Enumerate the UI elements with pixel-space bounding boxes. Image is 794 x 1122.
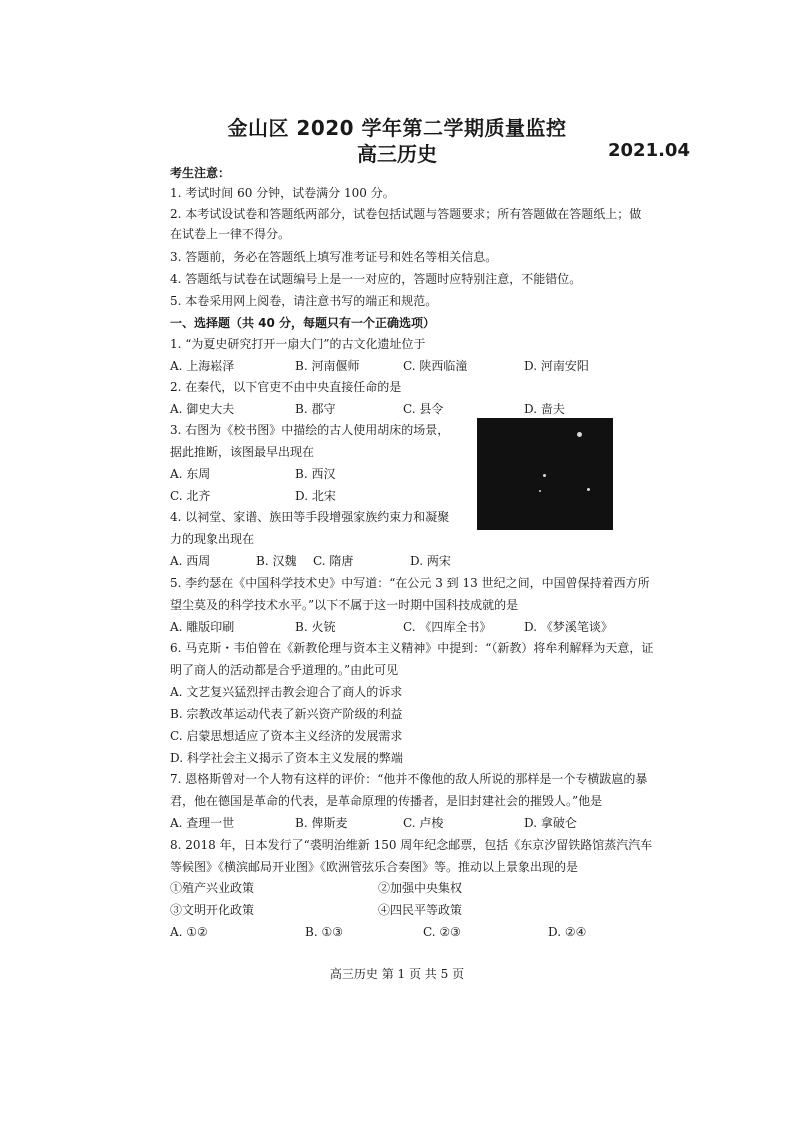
option: B. 宗教改革运动代表了新兴资产阶级的利益 [170,707,403,721]
option: C. 启蒙思想适应了资本主义经济的发展需求 [170,729,403,743]
question-stem: 据此推断，该图最早出现在 [170,445,315,459]
option: A. 上海崧泽 [170,359,235,373]
option: A. 东周 [170,467,211,481]
statement-item: ③文明开化政策 [170,903,255,917]
option: A. 查理一世 [170,816,235,830]
question-stem: 7. 恩格斯曾对一个人物有这样的评价：“他并不像他的敌人所说的那样是一个专横跋扈的暴 [170,772,648,786]
question-stem: 力的现象出现在 [170,532,255,546]
figure-highlight [543,474,546,477]
question-stem: 5. 李约瑟在《中国科学技术史》中写道：“在公元 3 到 13 世纪之间，中国曾保持着西方所 [170,576,650,590]
figure-highlight [587,488,590,491]
notice-item: 2. 本考试设试卷和答题纸两部分，试卷包括试题与答题要求；所有答题做在答题纸上；做 [170,207,642,221]
page-footer: 高三历史 第 1 页 共 5 页 [329,967,465,981]
option: A. 御史大夫 [170,402,235,416]
statement-item: ①殖产兴业政策 [170,881,255,895]
exam-date: 2021.04 [608,140,690,161]
notice-item: 1. 考试时间 60 分钟，试卷满分 100 分。 [170,186,395,200]
notice-heading: 考生注意： [170,166,231,180]
figure-highlight [539,490,541,492]
option: C. 县令 [403,402,444,416]
option: B. 火铳 [295,620,336,634]
option: C. 隋唐 [313,554,354,568]
question-stem: 8. 2018 年，日本发行了“裘明治维新 150 周年纪念邮票，包括《东京汐留铁路馆蒸汽汽车 [170,838,653,852]
question-stem: 望尘莫及的科学技术水平。”以下不属于这一时期中国科技成就的是 [170,598,519,612]
option: C. ②③ [423,925,461,939]
option: A. 西周 [170,554,211,568]
option: D. 河南安阳 [524,359,589,373]
notice-item: 3. 答题前，务必在答题纸上填写准考证号和姓名等相关信息。 [170,250,498,264]
option: D. 科学社会主义揭示了资本主义发展的弊端 [170,751,403,765]
section-heading: 一、选择题（共 40 分，每题只有一个正确选项） [170,316,436,330]
option: B. ①③ [305,925,343,939]
option: D. 拿破仑 [524,816,577,830]
question-stem: 4. 以祠堂、家谱、族田等手段增强家族约束力和凝聚 [170,510,450,524]
option: B. 河南偃师 [295,359,360,373]
option: B. 汉魏 [256,554,297,568]
notice-item: 4. 答题纸与试卷在试题编号上是一一对应的，答题时应特别注意，不能错位。 [170,272,582,286]
option: C. 《四库全书》 [403,620,492,634]
option: B. 俾斯麦 [295,816,348,830]
question-stem: 2. 在秦代，以下官吏不由中央直接任命的是 [170,380,402,394]
school-book-painting-image [477,418,613,530]
question-stem: 3. 右图为《校书图》中描绘的古人使用胡床的场景， [170,423,450,437]
option: D. 两宋 [410,554,451,568]
option: D. 《梦溪笔谈》 [524,620,613,634]
option: D. 啬夫 [524,402,565,416]
statement-item: ④四民平等政策 [378,903,463,917]
question-stem: 6. 马克斯・韦伯曾在《新教伦理与资本主义精神》中提到：“（新教）将牟利解释为天意，证 [170,641,654,655]
statement-item: ②加强中央集权 [378,881,463,895]
question-stem: 君，他在德国是革命的代表，是革命原理的传播者，是旧封建社会的摧毁人。”他是 [170,794,603,808]
option: A. ①② [170,925,208,939]
question-stem: 1. “为夏史研究打开一扇大门”的古文化遗址位于 [170,337,426,351]
figure-highlight [577,432,582,437]
option: B. 郡守 [295,402,336,416]
option: C. 北齐 [170,489,211,503]
notice-item: 5. 本卷采用网上阅卷，请注意书写的端正和规范。 [170,294,438,308]
option: B. 西汉 [295,467,336,481]
exam-title: 金山区 2020 学年第二学期质量监控 [227,116,567,140]
exam-subject: 高三历史 [357,142,437,166]
option: A. 雕版印刷 [170,620,235,634]
option: D. 北宋 [295,489,336,503]
option: C. 卢梭 [403,816,444,830]
question-stem: 明了商人的活动都是合乎道理的。”由此可见 [170,663,399,677]
option: D. ②④ [548,925,587,939]
option: A. 文艺复兴猛烈抨击教会迎合了商人的诉求 [170,685,403,699]
option: C. 陕西临潼 [403,359,468,373]
notice-item: 在试卷上一律不得分。 [170,227,291,241]
question-stem: 等候图》《横滨邮局开业图》《欧洲管弦乐合奏图》等。推动以上景象出现的是 [170,860,579,874]
